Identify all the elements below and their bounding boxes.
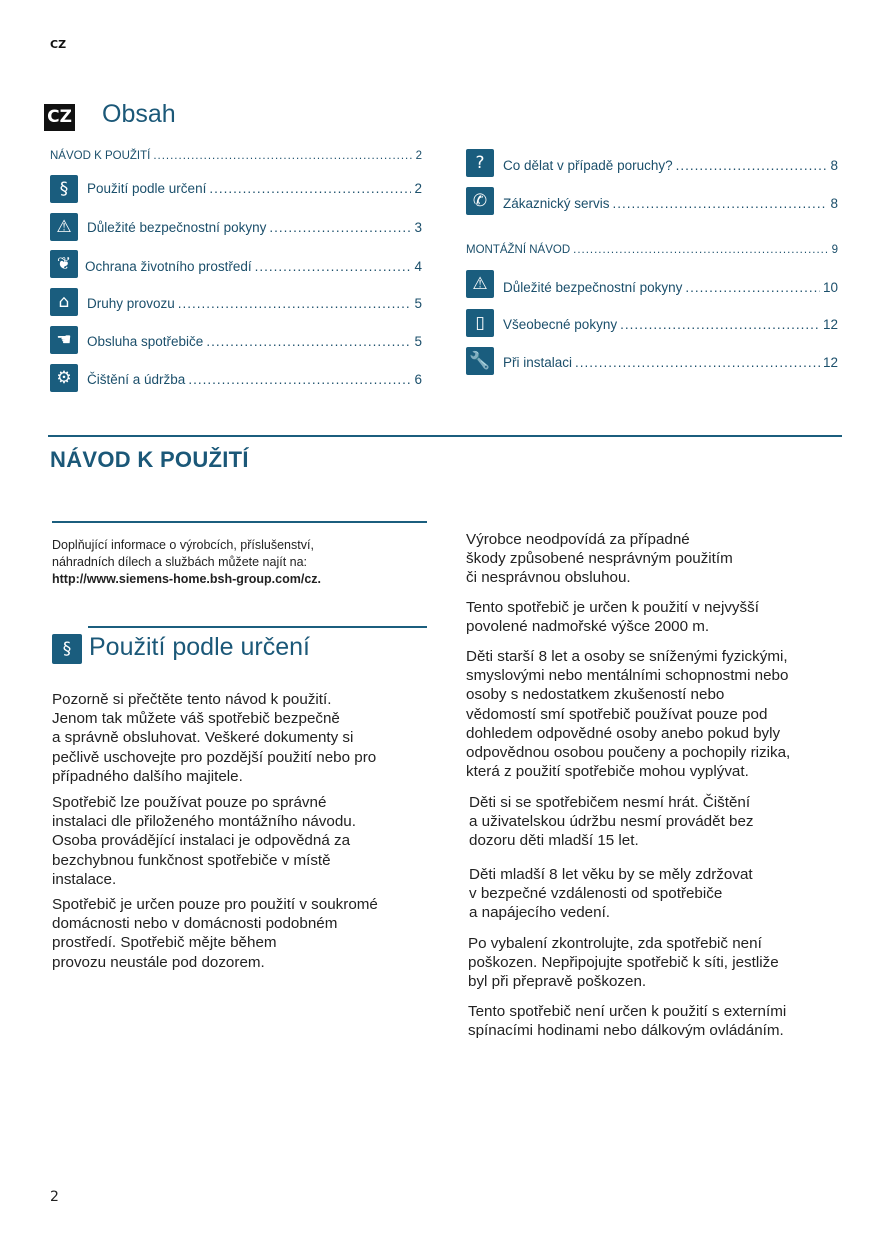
toc-label: Co dělat v případě poruchy? — [503, 158, 673, 173]
toc-page: 8 — [830, 158, 838, 173]
paragraph-line: dohledem odpovědné osoby anebo pokud byly — [466, 724, 781, 742]
toc-label: Zákaznický servis — [503, 196, 610, 211]
paragraph — [468, 934, 779, 992]
toc-label: Důležité bezpečnostní pokyny — [503, 280, 683, 295]
toc-item[interactable] — [85, 259, 422, 274]
toc-label: Při instalaci — [503, 355, 573, 370]
toc-label: Obsluha spotřebiče — [87, 334, 204, 349]
paragraph — [466, 530, 733, 588]
paragraph-line: spínacími hodinami nebo dálkovým ovládáním. — [468, 1022, 784, 1040]
paragraph-line: instalaci dle přiloženého montážního návodu. — [52, 813, 356, 831]
paragraph — [52, 895, 378, 972]
toc-label: Všeobecné pokyny — [503, 317, 618, 332]
toc-item[interactable] — [87, 296, 422, 311]
toc-page: 8 — [830, 196, 838, 211]
info-line: Doplňující informace o výrobcích, příslušenství, — [52, 538, 314, 552]
paragraph-line: Tento spotřebič je určen k použití v nejvyšší — [466, 599, 759, 616]
subsection-divider — [88, 626, 427, 628]
toc-item[interactable] — [87, 181, 422, 196]
paragraph-line: Spotřebič je určen pouze pro použití v soukromé — [52, 896, 378, 913]
toc-label: Použití podle určení — [87, 181, 207, 196]
toc-item[interactable] — [87, 334, 422, 349]
toc-page: 12 — [822, 355, 838, 370]
paragraph-line: smyslovými nebo mentálními schopnostmi nebo — [466, 667, 789, 685]
toc-page: 3 — [414, 220, 422, 235]
wrench-icon: 🔧 — [466, 347, 494, 375]
toc-label: Ochrana životního prostředí — [85, 259, 252, 274]
warning-icon: ⚠ — [466, 270, 494, 298]
toc-page: 6 — [414, 372, 422, 387]
question-icon: ? — [466, 149, 494, 177]
toc-label: Důležité bezpečnostní pokyny — [87, 220, 267, 235]
paragraph — [52, 690, 376, 786]
toc-item[interactable] — [503, 355, 838, 370]
dot-leader — [255, 259, 412, 274]
toc-page: 5 — [414, 334, 422, 349]
dot-leader — [209, 181, 411, 196]
paragraph-line: Výrobce neodpovídá za případné — [466, 531, 690, 548]
toc-item[interactable] — [87, 372, 422, 387]
paragraph-line: a uživatelskou údržbu nesmí provádět bez — [469, 813, 754, 831]
book-hand-icon: ▯ — [466, 309, 494, 337]
section-divider — [48, 435, 842, 437]
toc-label: MONTÁŽNÍ NÁVOD — [466, 244, 571, 256]
dot-leader — [676, 158, 828, 173]
dot-leader — [206, 334, 411, 349]
paragraph — [469, 865, 753, 923]
paragraph-line: dozoru děti mladší 15 let. — [469, 832, 639, 850]
toc-item[interactable] — [503, 317, 838, 332]
language-badge: CZ — [44, 104, 75, 131]
warning-icon: ⚠ — [50, 213, 78, 241]
paragraph-line: Po vybalení zkontrolujte, zda spotřebič není — [468, 935, 762, 952]
paragraph-line: a napájecího vedení. — [469, 904, 611, 922]
subsection-title: Použití podle určení — [89, 633, 310, 661]
dot-leader — [573, 244, 828, 256]
info-text — [52, 537, 321, 588]
law-hand-icon: § — [50, 175, 78, 203]
paragraph-line: a správně obsluhovat. Veškeré dokumenty si — [52, 729, 354, 747]
toc-item[interactable] — [87, 220, 422, 235]
paragraph-line: případného dalšího majitele. — [52, 767, 243, 785]
paragraph-line: Spotřebič lze používat pouze po správné — [52, 794, 327, 811]
info-url-link[interactable]: http://www.siemens-home.bsh-group.com/cz. — [52, 572, 322, 586]
page-number: 2 — [50, 1189, 59, 1205]
gears-icon: ⚙ — [50, 364, 78, 392]
paragraph — [468, 1002, 786, 1040]
paragraph-line: v bezpečné vzdálenosti od spotřebiče — [469, 885, 723, 903]
paragraph-line: prostředí. Spotřebič mějte během — [52, 934, 277, 952]
dot-leader — [575, 355, 820, 370]
toc-label: Druhy provozu — [87, 296, 175, 311]
toc-heading-montaz[interactable] — [466, 244, 838, 256]
paragraph-line: domácnosti nebo v domácnosti podobném — [52, 915, 338, 933]
paragraph-line: poškozen. Nepřipojujte spotřebič k síti, jestliže — [468, 954, 779, 972]
toc-item[interactable] — [503, 280, 838, 295]
toc-page: 9 — [831, 244, 838, 256]
toc-heading-navod[interactable] — [50, 150, 422, 162]
toc-page: 5 — [414, 296, 422, 311]
toc-page: 12 — [822, 317, 838, 332]
toc-page: 4 — [414, 259, 422, 274]
paragraph-line: odpovědnou osobou poučeny a pochopily rizika, — [466, 744, 791, 762]
dot-leader — [153, 150, 412, 162]
paragraph-line: která z použití spotřebiče mohou vyplývat. — [466, 763, 749, 781]
section-title: NÁVOD K POUŽITÍ — [50, 447, 249, 472]
paragraph — [466, 598, 759, 636]
paragraph-line: škody způsobené nesprávným použitím — [466, 550, 733, 568]
paragraph-line: pečlivě uschovejte pro pozdější použití nebo pro — [52, 748, 377, 766]
paragraph — [52, 793, 356, 889]
paragraph-line: Jenom tak můžete váš spotřebič bezpečně — [52, 710, 340, 728]
toc-title: Obsah — [102, 100, 176, 128]
paragraph-line: Pozorně si přečtěte tento návod k použití. — [52, 691, 332, 708]
phone-icon: ✆ — [466, 187, 494, 215]
info-line: náhradních dílech a službách můžete najít na: — [52, 555, 308, 569]
dot-leader — [613, 196, 828, 211]
leaf-icon: ❦ — [50, 250, 78, 278]
law-hand-icon: § — [52, 634, 82, 664]
toc-page: 2 — [414, 181, 422, 196]
language-code: CZ — [50, 38, 67, 51]
paragraph-line: Osoba provádějící instalaci je odpovědná za — [52, 832, 351, 850]
toc-item[interactable] — [503, 158, 838, 173]
paragraph-line: instalace. — [52, 870, 117, 888]
paragraph-line: bezchybnou funkčnost spotřebiče v místě — [52, 851, 331, 869]
paragraph-line: byl při přepravě poškozen. — [468, 973, 647, 991]
paragraph — [469, 793, 754, 851]
dot-leader — [685, 280, 820, 295]
toc-page: 10 — [822, 280, 838, 295]
paragraph-line: vědomostí smí spotřebič používat pouze pod — [466, 705, 768, 723]
paragraph — [466, 647, 790, 781]
toc-label: Čištění a údržba — [87, 372, 186, 387]
toc-item[interactable] — [503, 196, 838, 211]
dot-leader — [269, 220, 411, 235]
info-divider — [52, 521, 427, 523]
toc-label: NÁVOD K POUŽITÍ — [50, 150, 151, 162]
dot-leader — [178, 296, 412, 311]
paragraph-line: Děti starší 8 let a osoby se sníženými fyzickými, — [466, 648, 788, 665]
fan-house-icon: ⌂ — [50, 288, 78, 316]
paragraph-line: či nesprávnou obsluhou. — [466, 569, 631, 587]
dot-leader — [188, 372, 411, 387]
paragraph-line: povolené nadmořské výšce 2000 m. — [466, 618, 710, 636]
paragraph-line: Děti mladší 8 let věku by se měly zdržovat — [469, 866, 753, 883]
paragraph-line: Děti si se spotřebičem nesmí hrát. Čištění — [469, 794, 751, 811]
toc-page: 2 — [415, 150, 422, 162]
paragraph-line: provozu neustále pod dozorem. — [52, 953, 265, 971]
paragraph-line: Tento spotřebič není určen k použití s externími — [468, 1003, 787, 1020]
dot-leader — [620, 317, 820, 332]
hand-control-icon: ☚ — [50, 326, 78, 354]
paragraph-line: osoby s nedostatkem zkušeností nebo — [466, 686, 725, 704]
